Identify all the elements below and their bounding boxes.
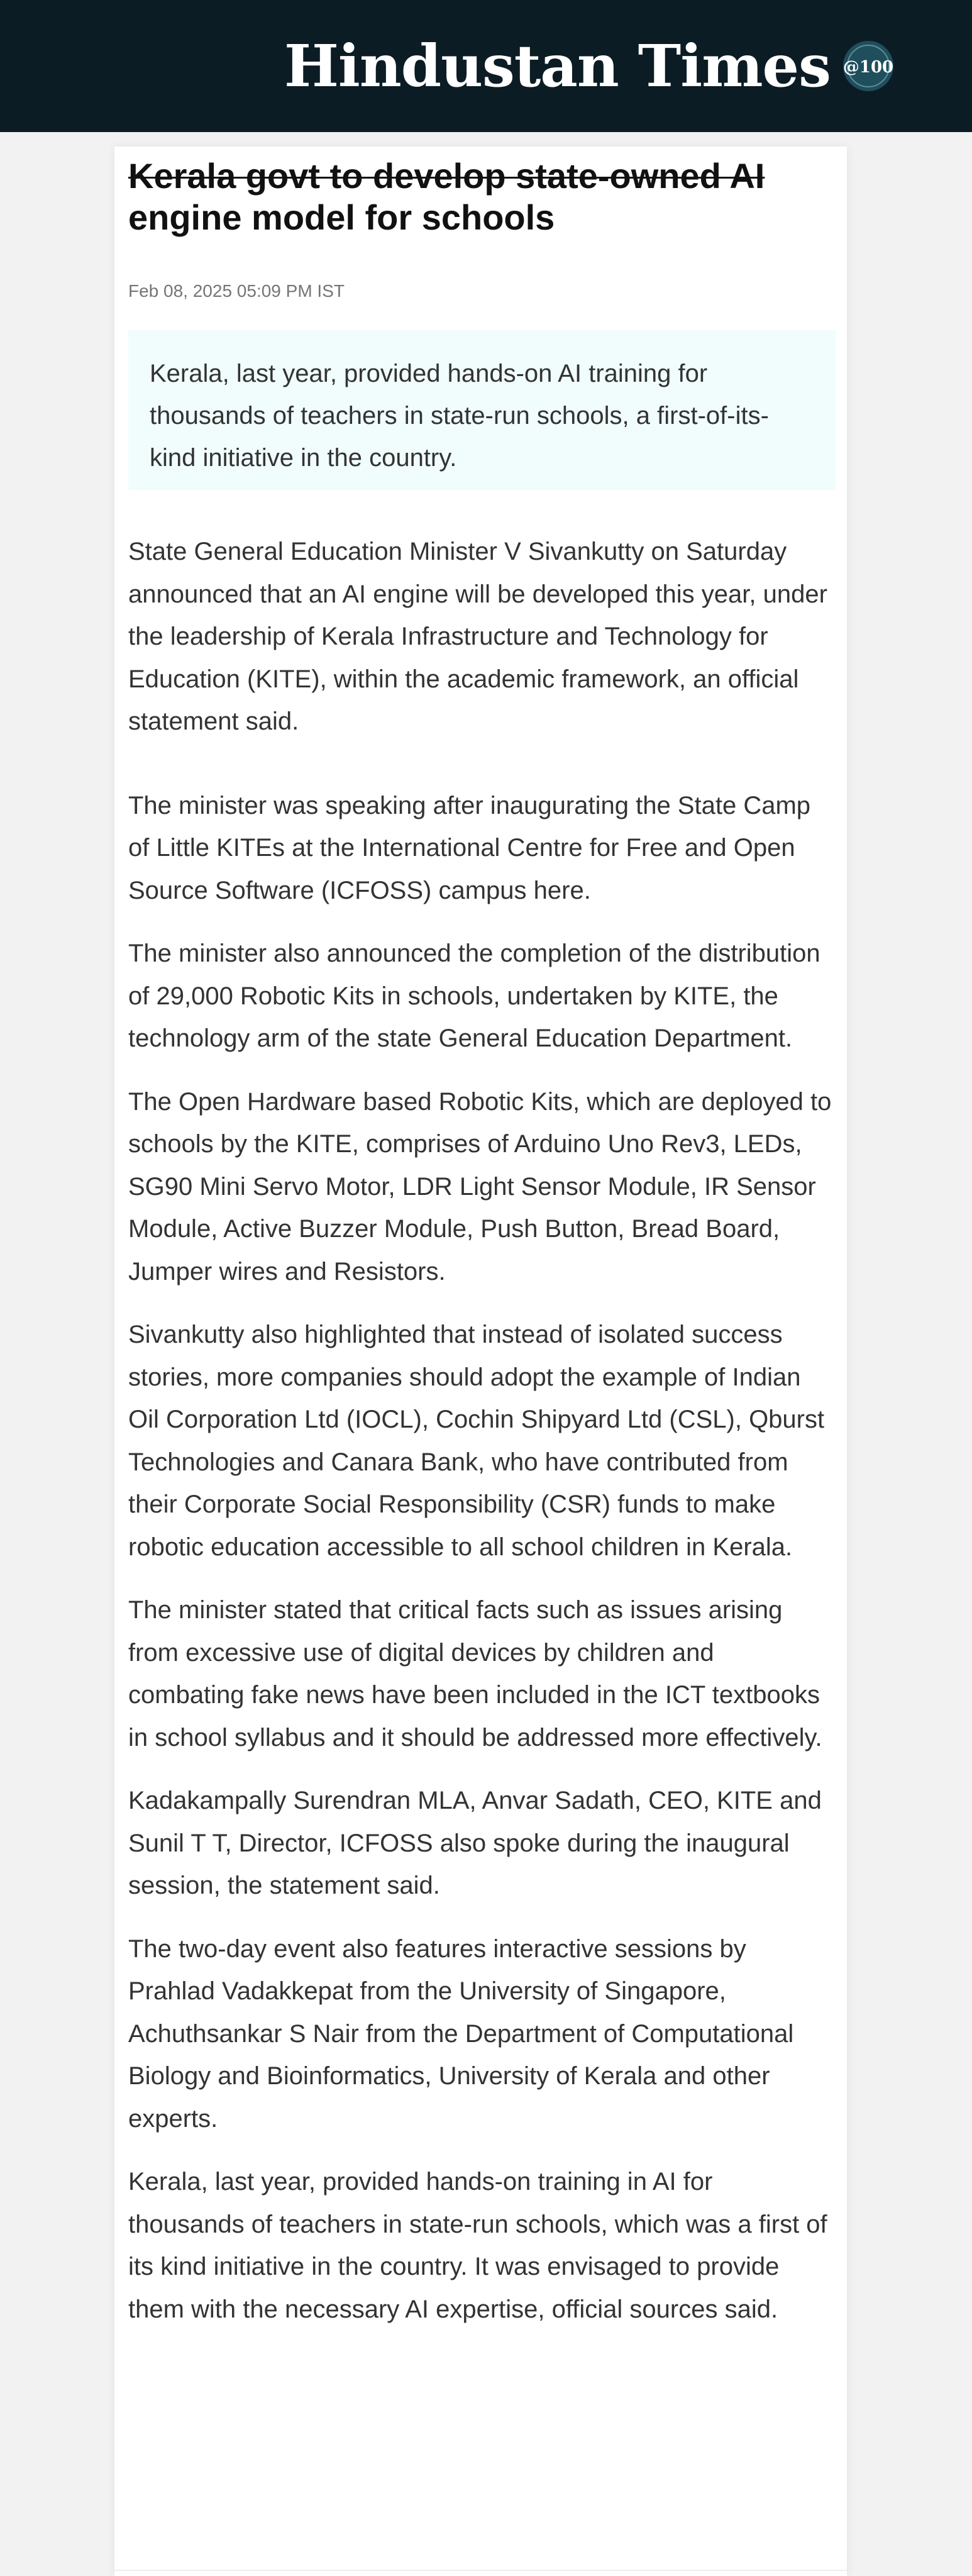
article-paragraph: Sivankutty also highlighted that instead of isolated success stories, more companies should adopt the example of Indian Oil Corporation Ltd (IOCL), Cochin Shipyard Ltd (CSL), Qburst Technologies and Canara Bank, who have contributed from their Corporate Social Responsibility (CSR) funds to make robotic education accessible to all school children in Kerala. <box>128 1321 825 1561</box>
article-body <box>128 531 836 2351</box>
article-paragraph: The minister also announced the completion of the distribution of 29,000 Robotic Kits in schools, undertaken by KITE, the technology arm of the state General Education Department. <box>128 940 820 1052</box>
article-paragraph: The two-day event also features interactive sessions by Prahlad Vadakkepat from the University of Singapore, Achuthsankar S Nair from the Department of Computational Biology and Bioinformatics, University of Kerala and other experts. <box>128 1935 794 2133</box>
article-card <box>114 147 847 2576</box>
article-paragraph: Kerala, last year, provided hands-on training in AI for thousands of teachers in state-run schools, which was a first of its kind initiative in the country. It was envisaged to provide them with the necessary AI expertise, official sources said. <box>128 2168 827 2323</box>
article-divider <box>114 2570 847 2571</box>
site-logo-link[interactable] <box>284 31 895 101</box>
site-header <box>0 0 972 132</box>
centenary-badge-text: @100 <box>842 58 894 77</box>
centenary-badge-icon <box>842 40 895 92</box>
article-paragraph: Kadakampally Surendran MLA, Anvar Sadath, CEO, KITE and Sunil T T, Director, ICFOSS also spoke during the inaugural session, the statement said. <box>128 1787 822 1899</box>
article-paragraph: The minister was speaking after inaugurating the State Camp of Little KITEs at the International Centre for Free and Open Source Software (ICFOSS) campus here. <box>128 791 811 904</box>
article-title <box>128 155 836 238</box>
article-dateline: Feb 08, 2025 05:09 PM IST <box>128 281 345 301</box>
article-title-line-1: Kerala govt to develop state-owned AI <box>128 156 765 196</box>
article-paragraph: The minister stated that critical facts such as issues arising from excessive use of digital devices by children and combating fake news have been included in the ICT textbooks in school syllabus and it should be addressed more effectively. <box>128 1596 822 1752</box>
article-paragraph: State General Education Minister V Sivankutty on Saturday announced that an AI engine will be developed this year, under the leadership of Kerala Infrastructure and Technology for Education (KITE), within the academic framework, an official statement said. <box>128 538 827 735</box>
article-summary: Kerala, last year, provided hands-on AI training for thousands of teachers in state-run schools, a first-of-its-kind initiative in the country. <box>128 330 836 490</box>
article-title-line-2: engine model for schools <box>128 197 555 237</box>
site-logo: Hindustan Times <box>284 32 831 100</box>
article-paragraph: The Open Hardware based Robotic Kits, which are deployed to schools by the KITE, comprises of Arduino Uno Rev3, LEDs, SG90 Mini Servo Motor, LDR Light Sensor Module, IR Sensor Module, Active Buzzer Module, Push Button, Bread Board, Jumper wires and Resistors. <box>128 1087 832 1285</box>
